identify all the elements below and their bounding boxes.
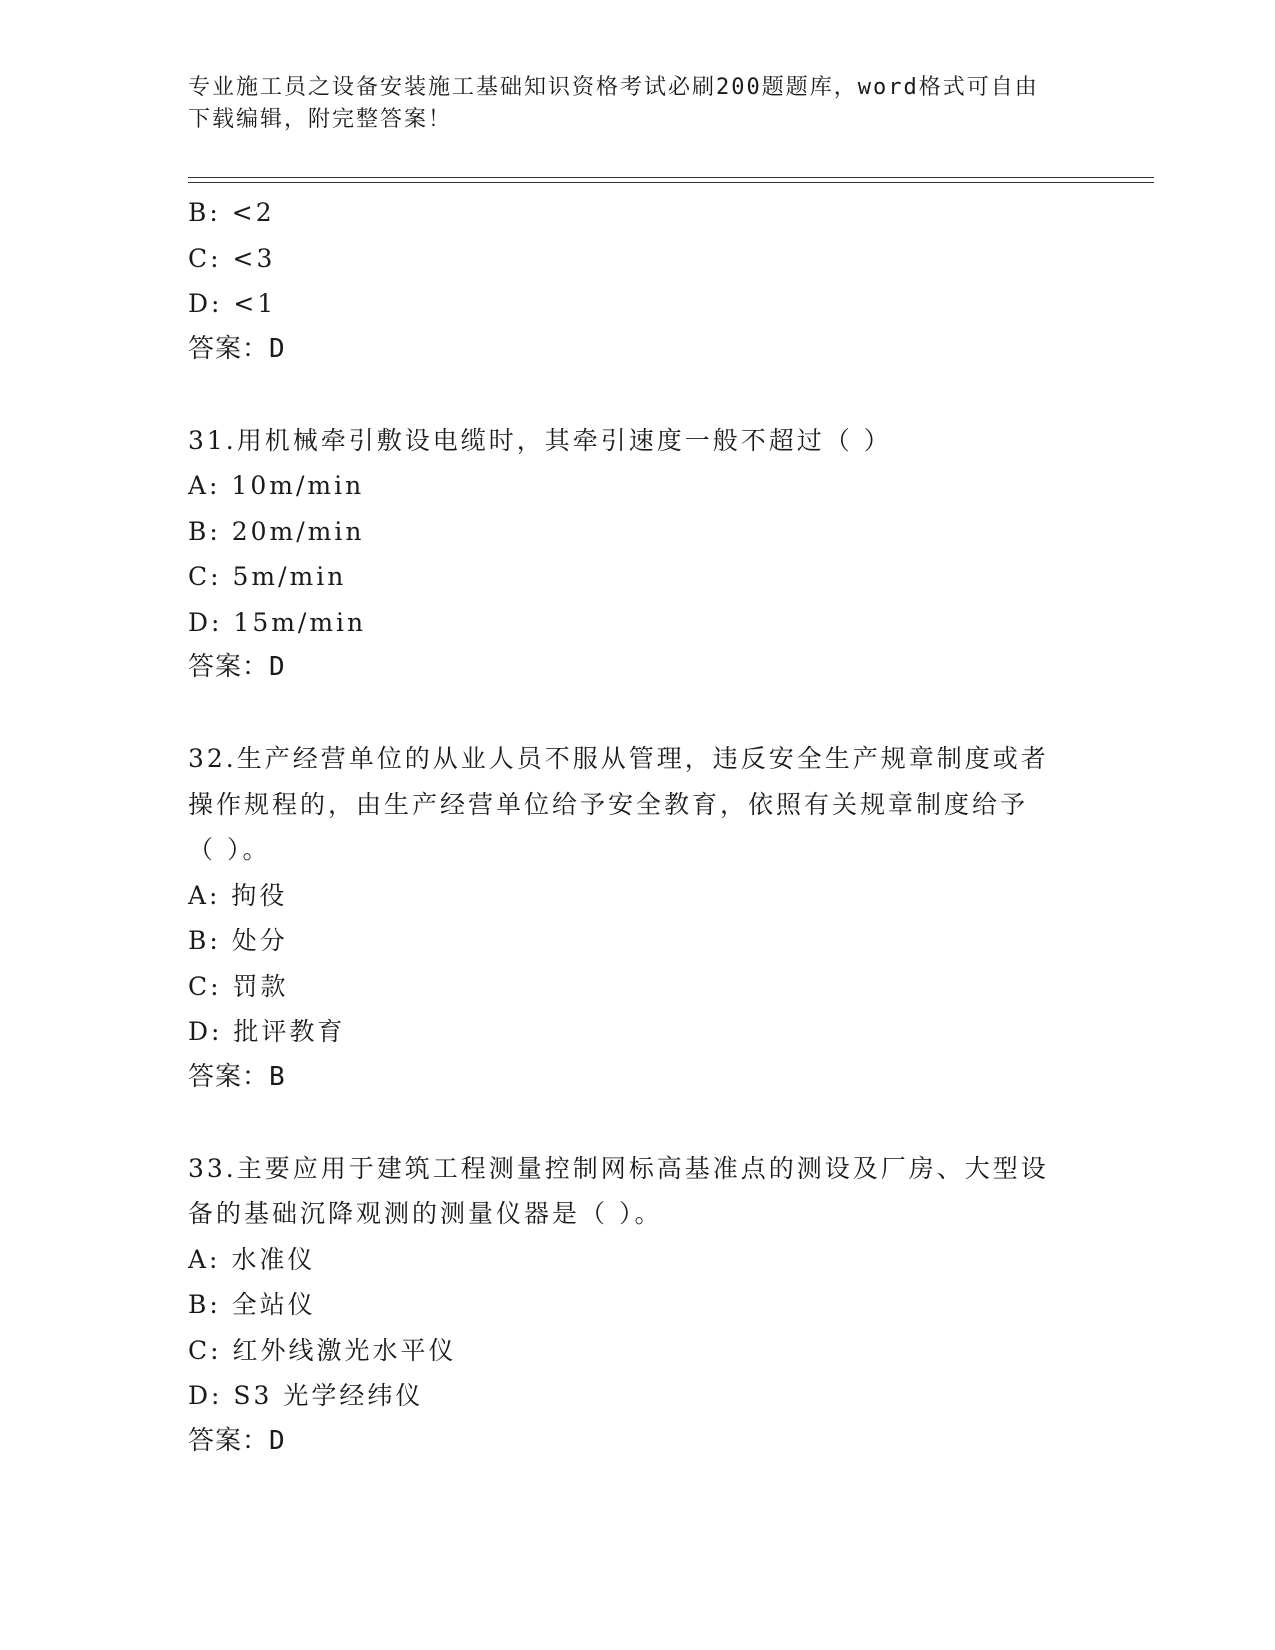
answer-value: B xyxy=(269,1061,286,1092)
spacer xyxy=(188,1100,1088,1146)
option-a: A: 拘役 xyxy=(188,880,288,910)
question-text-line-2: 备的基础沉降观测的测量仪器是（ ）。 xyxy=(188,1199,663,1228)
header-line-1: 专业施工员之设备安装施工基础知识资格考试必刷200题题库，word格式可自由 xyxy=(188,75,1039,100)
answer-line xyxy=(188,1055,1088,1101)
option-a: A: 10m/min xyxy=(188,471,365,500)
question-33 xyxy=(188,1146,1088,1465)
question-text-line-2: 操作规程的，由生产经营单位给予安全教育，依照有关规章制度给予 xyxy=(188,789,1029,819)
question-text-line-3: （ ）。 xyxy=(188,835,271,864)
option-c: C: 红外线激光水平仪 xyxy=(188,1335,457,1365)
answer-line xyxy=(188,327,1088,373)
header-rule-top xyxy=(188,177,1154,178)
answer-line xyxy=(188,645,1088,691)
option-d: D: <1 xyxy=(188,289,277,318)
option-b: B: 20m/min xyxy=(188,516,365,546)
answer-value: D xyxy=(269,652,286,682)
answer-value: D xyxy=(269,333,286,364)
answer-label: 答案： xyxy=(188,333,270,364)
option-d: D: S3 光学经纬仪 xyxy=(188,1381,424,1410)
question-32 xyxy=(188,736,1088,1100)
question-text-line-1: 32.生产经营单位的从业人员不服从管理，违反安全生产规章制度或者 xyxy=(188,744,1049,773)
option-c: C: <3 xyxy=(188,243,276,273)
header-rule-bottom xyxy=(188,182,1154,183)
answer-label: 答案： xyxy=(188,652,270,682)
header-line-2: 下载编辑，附完整答案！ xyxy=(188,107,453,132)
answer-line xyxy=(188,1419,1088,1465)
option-b: B: <2 xyxy=(188,198,275,227)
question-text-line-1: 33.主要应用于建筑工程测量控制网标高基准点的测设及厂房、大型设 xyxy=(188,1153,1049,1183)
option-a: A: 水准仪 xyxy=(188,1244,316,1274)
option-c: C: 罚款 xyxy=(188,971,289,1001)
answer-value: D xyxy=(269,1425,286,1456)
option-d: D: 15m/min xyxy=(188,607,367,637)
spacer xyxy=(188,372,1088,418)
answer-label: 答案： xyxy=(188,1061,270,1092)
answer-label: 答案： xyxy=(188,1425,270,1456)
question-31 xyxy=(188,418,1088,691)
question-text: 31.用机械牵引敷设电缆时，其牵引速度一般不超过（ ） xyxy=(188,425,892,455)
option-b: B: 处分 xyxy=(188,926,288,955)
question-list xyxy=(188,190,1088,1464)
spacer xyxy=(188,691,1088,737)
question-30-fragment xyxy=(188,190,1088,372)
option-d: D: 批评教育 xyxy=(188,1017,346,1046)
document-header xyxy=(188,72,1068,136)
option-b: B: 全站仪 xyxy=(188,1290,316,1319)
option-c: C: 5m/min xyxy=(188,562,347,591)
